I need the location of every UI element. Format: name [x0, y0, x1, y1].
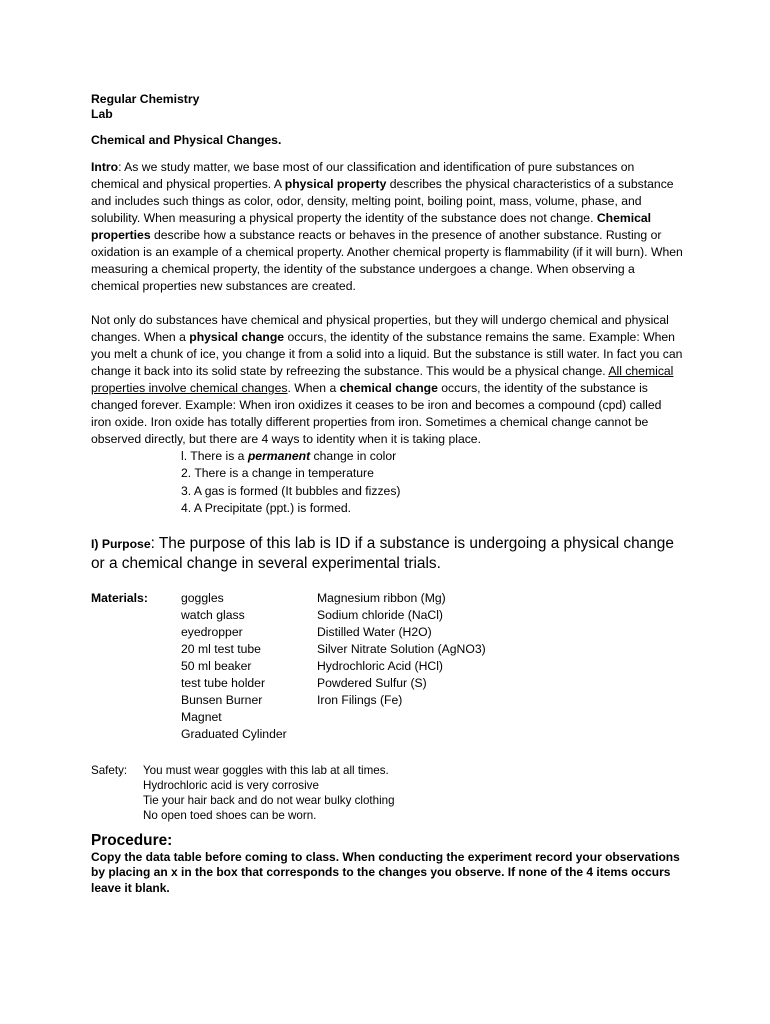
list-item: 4. A Precipitate (ppt.) is formed. — [181, 501, 352, 516]
list-item: Bunsen Burner — [181, 693, 263, 708]
changes-text-2: occurs, the identity of the substance remains the same. Example: When you melt a chunk of ice, you change it from a solid into a liquid. But the substance is still water. In fact you can change it back into its solid state by refreezing the substance. This would be a physical change. — [91, 330, 683, 378]
list-item: goggles — [181, 590, 224, 605]
changes-text-4: occurs, the identity of the substance is changed forever. Example: When iron oxidizes it ceases to be iron and becomes a compound (cpd) called iron oxide. Iron oxide has totally different properties from iron. Sometimes a chemical change cannot be observed directly, but there are 4 ways to identity when it is taking place. — [91, 381, 662, 446]
document-type: Lab — [91, 107, 113, 121]
purpose-text: : The purpose of this lab is ID if a substance is undergoing a physical change or a chemical change in several experimental trials. — [91, 534, 674, 572]
safety-rule: Hydrochloric acid is very corrosive — [143, 778, 319, 792]
safety-rule: You must wear goggles with this lab at all times. — [143, 763, 389, 777]
chemicals-list — [317, 590, 486, 710]
list-item: eyedropper — [181, 624, 243, 639]
physical-property-term: physical property — [284, 177, 387, 191]
list-item: 20 ml test tube — [181, 641, 261, 656]
permanent-emphasis: permanent — [247, 449, 311, 463]
intro-paragraph — [91, 159, 683, 295]
safety-label: Safety: — [91, 763, 128, 777]
safety-section — [91, 763, 683, 823]
materials-section — [91, 590, 683, 745]
list-item: 50 ml beaker — [181, 659, 252, 673]
chemical-change-indicators-list — [181, 448, 683, 518]
list-item: Sodium chloride (NaCl) — [317, 607, 443, 622]
list-item: Iron Filings (Fe) — [317, 693, 403, 708]
physical-change-term: physical change — [189, 330, 285, 344]
indicator-1-prefix: l. There is a — [181, 449, 248, 463]
course-name: Regular Chemistry — [91, 92, 200, 106]
intro-text-1: : As we study matter, we base most of our classification and identification of pure substances on chemical and physical properties. A — [91, 160, 635, 191]
procedure-heading: Procedure: — [91, 831, 173, 849]
intro-text-3: describe how a substance reacts or behaves in the presence of another substance. Rusting or oxidation is an example of a chemical property. Another chemical property is flammability (if it will burn). When measuring a chemical property, the identity of the substance undergoes a change. When observing a chemical properties new substances are created. — [91, 228, 683, 293]
changes-text-3: . When a — [287, 381, 340, 395]
equipment-list — [181, 590, 287, 744]
purpose-section — [91, 534, 683, 574]
chemical-properties-term: Chemical properties — [91, 211, 652, 242]
list-item: Powdered Sulfur (S) — [317, 676, 427, 691]
list-item: 2. There is a change in temperature — [181, 466, 374, 481]
list-item: Distilled Water (H2O) — [317, 624, 432, 639]
list-item: Graduated Cylinder — [181, 727, 287, 742]
document-page — [91, 92, 683, 896]
list-item: test tube holder — [181, 676, 266, 691]
list-item: Magnesium ribbon (Mg) — [317, 590, 446, 605]
materials-label: Materials: — [91, 590, 148, 605]
changes-text-1: Not only do substances have chemical and physical properties, but they will undergo chemical and physical changes. When a — [91, 313, 669, 344]
changes-paragraph — [91, 312, 683, 448]
list-item — [181, 448, 683, 465]
safety-rule: Tie your hair back and do not wear bulky clothing — [143, 793, 395, 807]
chemical-change-term: chemical change — [339, 381, 438, 395]
indicator-1-suffix: change in color — [310, 449, 397, 463]
list-item: Silver Nitrate Solution (AgNO3) — [317, 641, 486, 656]
safety-line-1 — [91, 763, 683, 778]
list-item: Magnet — [181, 710, 222, 725]
intro-text-2: describes the physical characteristics of a substance and includes such things as color, odor, density, melting point, boiling point, mass, volume, phase, and solubility. When measuring a physical property the identity of the substance does not change. — [91, 177, 674, 225]
document-title: Chemical and Physical Changes. — [91, 133, 282, 147]
intro-label: Intro — [91, 160, 119, 174]
safety-rule: No open toed shoes can be worn. — [143, 808, 317, 822]
procedure-instructions: Copy the data table before coming to class. When conducting the experiment record your observations by placing an x in the box that corresponds to the changes you observe. If none of the 4 items occurs leave it blank. — [91, 849, 680, 895]
list-item: Hydrochloric Acid (HCl) — [317, 659, 443, 673]
purpose-label: I) Purpose — [91, 536, 151, 551]
underlined-statement: All chemical properties involve chemical changes — [91, 364, 674, 395]
list-item: watch glass — [181, 607, 245, 622]
list-item: 3. A gas is formed (It bubbles and fizzes) — [181, 483, 401, 498]
